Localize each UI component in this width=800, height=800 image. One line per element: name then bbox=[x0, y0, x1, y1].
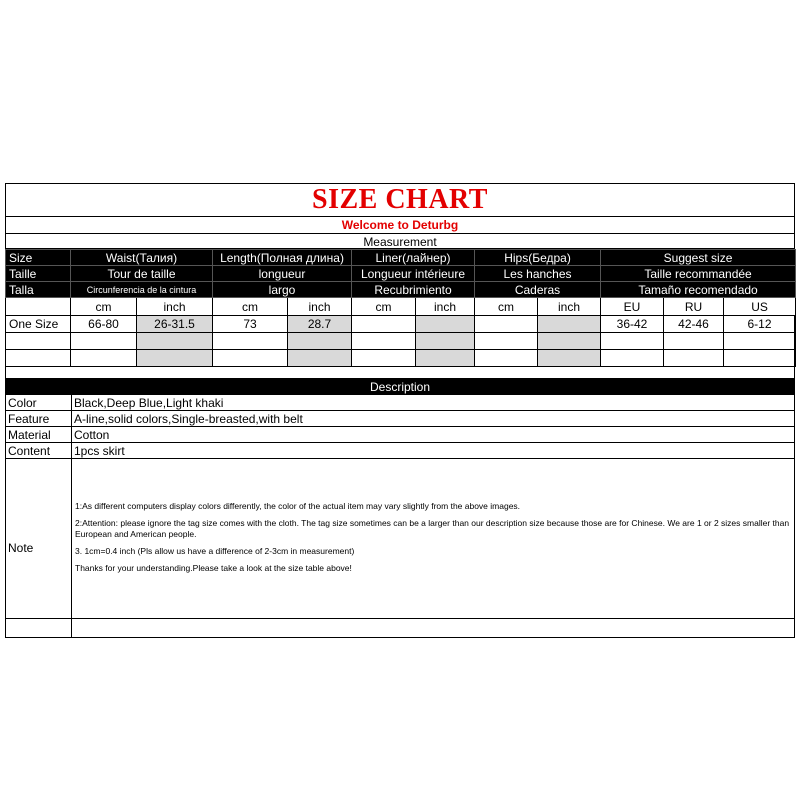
header-length: longueur bbox=[213, 266, 352, 282]
unit-cell: inch bbox=[538, 298, 601, 316]
units-row bbox=[6, 298, 796, 316]
header-waist: Waist(Талия) bbox=[71, 250, 213, 266]
table-cell bbox=[288, 350, 352, 367]
header-row-french bbox=[6, 266, 796, 282]
table-cell bbox=[71, 333, 137, 350]
detail-row bbox=[6, 443, 795, 459]
table-cell: 26-31.5 bbox=[137, 316, 213, 333]
table-cell bbox=[664, 350, 724, 367]
header-hips: Hips(Бедра) bbox=[475, 250, 601, 266]
header-hips: Caderas bbox=[475, 282, 601, 298]
table-cell bbox=[137, 350, 213, 367]
detail-value: A-line,solid colors,Single-breasted,with belt bbox=[72, 411, 795, 427]
header-hips: Les hanches bbox=[475, 266, 601, 282]
header-liner: Recubrimiento bbox=[352, 282, 475, 298]
header-length: largo bbox=[213, 282, 352, 298]
detail-row bbox=[6, 395, 795, 411]
measurement-table bbox=[5, 249, 796, 367]
header-suggest: Suggest size bbox=[601, 250, 796, 266]
detail-row bbox=[6, 411, 795, 427]
units-blank bbox=[6, 298, 71, 316]
unit-cell: inch bbox=[416, 298, 475, 316]
note-row bbox=[6, 459, 795, 638]
unit-cell: RU bbox=[664, 298, 724, 316]
note-content bbox=[72, 459, 795, 638]
table-cell bbox=[475, 316, 538, 333]
table-cell bbox=[288, 333, 352, 350]
unit-cell: inch bbox=[137, 298, 213, 316]
size-cell bbox=[6, 350, 71, 367]
unit-cell: inch bbox=[288, 298, 352, 316]
header-suggest: Taille recommandée bbox=[601, 266, 796, 282]
table-row bbox=[6, 350, 796, 367]
unit-cell: US bbox=[724, 298, 796, 316]
table-cell bbox=[416, 350, 475, 367]
table-cell bbox=[71, 350, 137, 367]
table-cell bbox=[352, 333, 416, 350]
table-row bbox=[6, 316, 796, 333]
table-cell bbox=[664, 333, 724, 350]
table-cell bbox=[538, 333, 601, 350]
header-waist: Tour de taille bbox=[71, 266, 213, 282]
note-line: 2:Attention: please ignore the tag size comes with the cloth. The tag size sometimes can be a larger than our description size because those are for Chinese. We are 1 or 2 sizes smaller than European and American people. bbox=[75, 518, 790, 539]
table-cell bbox=[213, 350, 288, 367]
table-cell bbox=[137, 333, 213, 350]
note-line: Thanks for your understanding.Please take a look at the size table above! bbox=[75, 563, 352, 573]
header-waist: Circunferencia de la cintura bbox=[71, 282, 213, 298]
table-cell: 36-42 bbox=[601, 316, 664, 333]
table-cell: 66-80 bbox=[71, 316, 137, 333]
table-row bbox=[6, 333, 796, 350]
detail-key: Content bbox=[6, 443, 72, 459]
table-cell bbox=[416, 333, 475, 350]
table-cell bbox=[601, 333, 664, 350]
size-cell bbox=[6, 333, 71, 350]
unit-cell: EU bbox=[601, 298, 664, 316]
detail-key: Material bbox=[6, 427, 72, 443]
table-cell: 42-46 bbox=[664, 316, 724, 333]
header-length: Length(Полная длина) bbox=[213, 250, 352, 266]
welcome-text: Welcome to Deturbg bbox=[5, 217, 795, 233]
note-line: 3. 1cm=0.4 inch (Pls allow us have a difference of 2-3cm in measurement) bbox=[75, 546, 355, 556]
header-size: Taille bbox=[6, 266, 71, 282]
header-size: Size bbox=[6, 250, 71, 266]
table-cell bbox=[601, 350, 664, 367]
table-cell bbox=[416, 316, 475, 333]
unit-cell: cm bbox=[475, 298, 538, 316]
note-label: Note bbox=[6, 459, 72, 638]
table-cell bbox=[724, 333, 796, 350]
chart-title: SIZE CHART bbox=[5, 183, 795, 217]
table-cell bbox=[538, 316, 601, 333]
detail-key: Feature bbox=[6, 411, 72, 427]
unit-cell: cm bbox=[71, 298, 137, 316]
table-cell: 28.7 bbox=[288, 316, 352, 333]
header-row-english bbox=[6, 250, 796, 266]
note-line: 1:As different computers display colors differently, the color of the actual item may vary slightly from the above images. bbox=[75, 501, 521, 511]
table-cell bbox=[352, 350, 416, 367]
description-table bbox=[5, 394, 795, 638]
detail-value: Cotton bbox=[72, 427, 795, 443]
table-cell: 6-12 bbox=[724, 316, 796, 333]
table-cell bbox=[724, 350, 796, 367]
table-cell bbox=[352, 316, 416, 333]
measurement-header: Measurement bbox=[5, 233, 795, 249]
unit-cell: cm bbox=[352, 298, 416, 316]
unit-cell: cm bbox=[213, 298, 288, 316]
header-row-spanish bbox=[6, 282, 796, 298]
table-cell: 73 bbox=[213, 316, 288, 333]
header-liner: Longueur intérieure bbox=[352, 266, 475, 282]
table-cell bbox=[475, 350, 538, 367]
size-cell: One Size bbox=[6, 316, 71, 333]
table-cell bbox=[213, 333, 288, 350]
table-cell bbox=[538, 350, 601, 367]
header-liner: Liner(лайнер) bbox=[352, 250, 475, 266]
description-header: Description bbox=[5, 378, 795, 394]
detail-value: 1pcs skirt bbox=[72, 443, 795, 459]
table-cell bbox=[475, 333, 538, 350]
header-suggest: Tamaño recomendado bbox=[601, 282, 796, 298]
header-size: Talla bbox=[6, 282, 71, 298]
detail-value: Black,Deep Blue,Light khaki bbox=[72, 395, 795, 411]
detail-key: Color bbox=[6, 395, 72, 411]
detail-row bbox=[6, 427, 795, 443]
